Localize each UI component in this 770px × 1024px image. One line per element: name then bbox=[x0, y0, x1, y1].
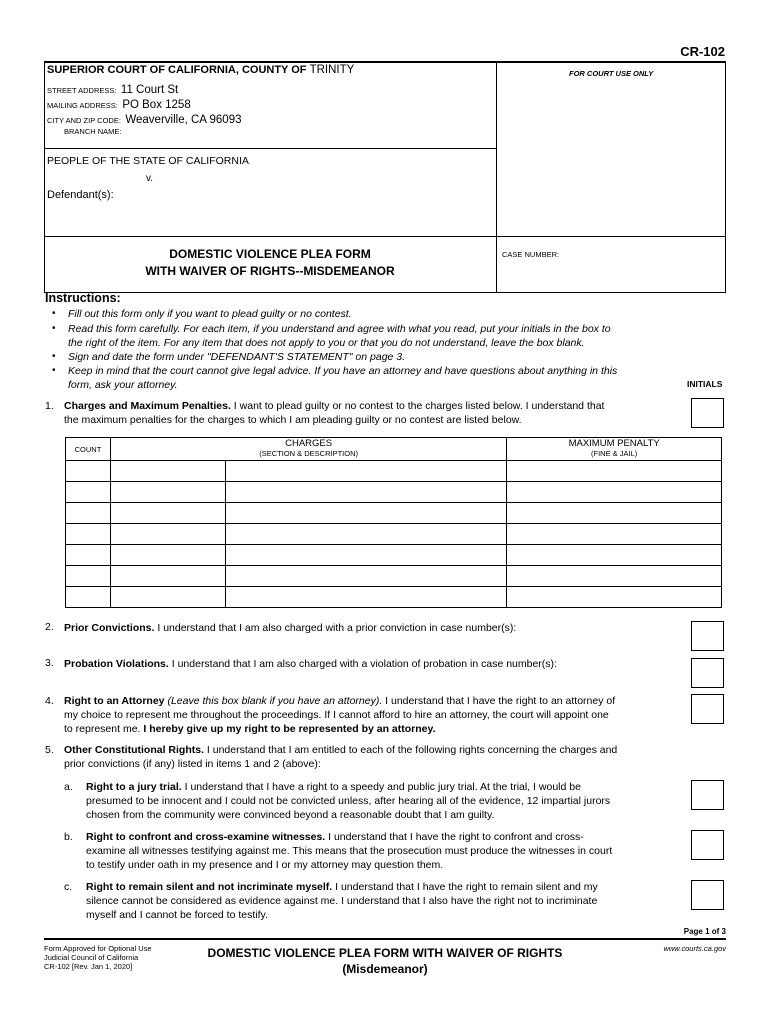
section-cell[interactable] bbox=[110, 587, 225, 608]
item-5c-text: I understand that I have the right to remain silent and my bbox=[332, 881, 598, 893]
street-value[interactable]: 11 Court St bbox=[120, 84, 179, 96]
initials-box-1[interactable] bbox=[691, 398, 724, 428]
item-2-title: Prior Convictions. bbox=[64, 622, 155, 634]
item-4-line3a: to represent me. bbox=[64, 723, 144, 735]
city-line bbox=[47, 110, 242, 128]
description-cell[interactable] bbox=[225, 482, 507, 503]
bullet-icon: • bbox=[52, 365, 56, 376]
item-4-title: Right to an Attorney bbox=[64, 695, 165, 707]
table-row bbox=[66, 482, 722, 503]
penalty-cell[interactable] bbox=[507, 482, 722, 503]
count-cell[interactable] bbox=[66, 482, 111, 503]
penalty-cell[interactable] bbox=[507, 503, 722, 524]
court-use-label: FOR COURT USE ONLY bbox=[569, 69, 654, 78]
penalty-header-label: MAXIMUM PENALTY bbox=[568, 438, 660, 449]
charges-table bbox=[65, 437, 722, 608]
section-cell[interactable] bbox=[110, 524, 225, 545]
footer-council: Judicial Council of California bbox=[44, 953, 139, 962]
court-label: SUPERIOR COURT OF CALIFORNIA, COUNTY OF bbox=[47, 64, 307, 76]
charges-header-sub: (SECTION & DESCRIPTION) bbox=[259, 449, 358, 458]
instruction-2-cont: the right of the item. For any item that does not apply to you or that you do not understand, leave the box blank. bbox=[68, 337, 585, 349]
instruction-4-cont: form, ask your attorney. bbox=[68, 379, 178, 391]
section-cell[interactable] bbox=[110, 566, 225, 587]
count-header-label: COUNT bbox=[74, 445, 102, 454]
item-2-number: 2. bbox=[45, 621, 54, 633]
item-4-line2: my choice to represent me throughout the proceedings. If I cannot afford to hire an attorney, the court will appoint one bbox=[64, 709, 609, 721]
count-header bbox=[66, 438, 111, 461]
footer-left bbox=[44, 944, 152, 971]
description-cell[interactable] bbox=[225, 524, 507, 545]
table-row bbox=[66, 524, 722, 545]
item-5c-letter: c. bbox=[64, 881, 73, 893]
item-5b-letter: b. bbox=[64, 831, 73, 843]
branch-label: BRANCH NAME: bbox=[64, 127, 122, 136]
instruction-4: Keep in mind that the court cannot give legal advice. If you have an attorney and have questions about anything in this bbox=[68, 365, 618, 377]
section-cell[interactable] bbox=[110, 482, 225, 503]
versus-label: v. bbox=[146, 173, 154, 184]
table-row bbox=[66, 587, 722, 608]
caption-rule-1 bbox=[44, 148, 496, 149]
item-3-text: I understand that I am also charged with a violation of probation in case number(s): bbox=[168, 658, 557, 670]
table-row bbox=[66, 461, 722, 482]
item-5c-line3: myself and I cannot be forced to testify. bbox=[86, 909, 268, 921]
street-label: STREET ADDRESS: bbox=[47, 86, 117, 95]
count-cell[interactable] bbox=[66, 566, 111, 587]
case-number-field[interactable] bbox=[570, 248, 720, 262]
footer-title bbox=[150, 945, 620, 977]
bullet-icon: • bbox=[52, 351, 56, 362]
item-5a-line3: chosen from the community were convinced beyond a reasonable doubt that I am guilty. bbox=[86, 809, 495, 821]
initials-box-2[interactable] bbox=[691, 621, 724, 651]
item-5a-line1 bbox=[86, 780, 581, 795]
item-2-line bbox=[64, 621, 516, 636]
item-3-title: Probation Violations. bbox=[64, 658, 169, 670]
initials-label: INITIALS bbox=[687, 379, 723, 389]
initials-box-4[interactable] bbox=[691, 694, 724, 724]
item-3-number: 3. bbox=[45, 657, 54, 669]
penalty-cell[interactable] bbox=[507, 587, 722, 608]
charges-header bbox=[110, 438, 506, 461]
item-3-line bbox=[64, 657, 557, 672]
item-5a-text: I understand that I have a right to a speedy and public jury trial. At the trial, I would be bbox=[181, 781, 581, 793]
item-5a-letter: a. bbox=[64, 781, 73, 793]
item-1-line2: the maximum penalties for the charges to which I am pleading guilty or no contest are listed below. bbox=[64, 414, 522, 426]
mailing-value[interactable]: PO Box 1258 bbox=[122, 99, 191, 111]
penalty-cell[interactable] bbox=[507, 461, 722, 482]
item-5-line1 bbox=[64, 743, 617, 758]
instruction-2: Read this form carefully. For each item, if you understand and agree with what you read, put your initials in the box to bbox=[68, 323, 611, 335]
count-cell[interactable] bbox=[66, 503, 111, 524]
instruction-1: Fill out this form only if you want to plead guilty or no contest. bbox=[68, 308, 352, 320]
initials-box-5c[interactable] bbox=[691, 880, 724, 910]
item-4-line1 bbox=[64, 694, 684, 709]
item-5b-line1 bbox=[86, 830, 584, 845]
table-row bbox=[66, 566, 722, 587]
initials-box-3[interactable] bbox=[691, 658, 724, 688]
description-cell[interactable] bbox=[225, 503, 507, 524]
bullet-icon: • bbox=[52, 308, 56, 319]
count-cell[interactable] bbox=[66, 545, 111, 566]
section-cell[interactable] bbox=[110, 503, 225, 524]
item-5-line2: prior convictions (if any) listed in items 1 and 2 (above): bbox=[64, 758, 321, 770]
item-1-text: I want to plead guilty or no contest to the charges listed below. I understand that bbox=[230, 400, 605, 412]
item-5b-line3: to testify under oath in my presence and I or my attorney may question them. bbox=[86, 859, 444, 871]
item-5c-line1 bbox=[86, 880, 598, 895]
penalty-header bbox=[507, 438, 722, 461]
description-cell[interactable] bbox=[225, 587, 507, 608]
item-2-text: I understand that I am also charged with a prior conviction in case number(s): bbox=[154, 622, 517, 634]
item-4-line3 bbox=[64, 722, 436, 737]
item-4-number: 4. bbox=[45, 695, 54, 707]
caption-rule-2 bbox=[44, 236, 726, 237]
case-number-label: CASE NUMBER: bbox=[502, 250, 560, 259]
penalty-header-sub: (FINE & JAIL) bbox=[591, 449, 638, 458]
item-5-text: I understand that I am entitled to each of the following rights concerning the charges and bbox=[204, 744, 618, 756]
item-4-text: I understand that I have the right to an attorney of bbox=[382, 695, 616, 707]
item-5a-title: Right to a jury trial. bbox=[86, 781, 182, 793]
item-5b-line2: examine all witnesses testifying against me. This means that the prosecution must produce the witnesses in court bbox=[86, 845, 613, 857]
city-label: CITY AND ZIP CODE: bbox=[47, 116, 121, 125]
table-row bbox=[66, 545, 722, 566]
initials-box-5b[interactable] bbox=[691, 830, 724, 860]
footer-rev: CR-102 [Rev. Jan 1, 2020] bbox=[44, 962, 133, 971]
form-id: CR-102 bbox=[680, 44, 725, 59]
page-number: Page 1 of 3 bbox=[683, 927, 726, 936]
item-5-number: 5. bbox=[45, 744, 54, 756]
item-1-line1 bbox=[64, 399, 674, 414]
court-county: TRINITY bbox=[309, 64, 355, 76]
item-5c-line2: silence cannot be considered as evidence against me. I understand that I also have the right not to incriminate bbox=[86, 895, 598, 907]
defendants-label: Defendant(s): bbox=[47, 189, 114, 201]
people-label: PEOPLE OF THE STATE OF CALIFORNIA bbox=[47, 155, 249, 167]
footer-url[interactable]: www.courts.ca.gov bbox=[663, 944, 726, 953]
item-1-title: Charges and Maximum Penalties. bbox=[64, 400, 231, 412]
court-name-line bbox=[47, 64, 354, 76]
description-cell[interactable] bbox=[225, 566, 507, 587]
item-5b-text: I understand that I have the right to confront and cross- bbox=[325, 831, 584, 843]
count-cell[interactable] bbox=[66, 587, 111, 608]
description-cell[interactable] bbox=[225, 461, 507, 482]
penalty-cell[interactable] bbox=[507, 545, 722, 566]
section-cell[interactable] bbox=[110, 545, 225, 566]
footer-approved: Form Approved for Optional Use bbox=[44, 944, 152, 953]
count-cell[interactable] bbox=[66, 461, 111, 482]
item-4-waiver: I hereby give up my right to be represented by an attorney. bbox=[143, 723, 436, 735]
footer-title-line2: (Misdemeanor) bbox=[342, 962, 428, 976]
city-value[interactable]: Weaverville, CA 96093 bbox=[125, 114, 242, 126]
item-5c-title: Right to remain silent and not incriminate myself. bbox=[86, 881, 333, 893]
bullet-icon: • bbox=[52, 323, 56, 334]
penalty-cell[interactable] bbox=[507, 566, 722, 587]
form-title-line1: DOMESTIC VIOLENCE PLEA FORM bbox=[169, 247, 371, 261]
footer-title-line1: DOMESTIC VIOLENCE PLEA FORM WITH WAIVER OF RIGHTS bbox=[207, 946, 563, 960]
item-4-note: (Leave this box blank if you have an attorney). bbox=[164, 695, 383, 707]
caption-divider bbox=[496, 61, 497, 293]
instructions-heading: Instructions: bbox=[45, 291, 121, 305]
item-5-title: Other Constitutional Rights. bbox=[64, 744, 204, 756]
penalty-cell[interactable] bbox=[507, 524, 722, 545]
item-1-number: 1. bbox=[45, 400, 54, 412]
charges-header-label: CHARGES bbox=[285, 438, 333, 449]
footer-rule bbox=[44, 938, 726, 940]
initials-box-5a[interactable] bbox=[691, 780, 724, 810]
instruction-3: Sign and date the form under "DEFENDANT'S STATEMENT" on page 3. bbox=[68, 351, 406, 363]
table-row bbox=[66, 503, 722, 524]
description-cell[interactable] bbox=[225, 545, 507, 566]
count-cell[interactable] bbox=[66, 524, 111, 545]
mailing-label: MAILING ADDRESS: bbox=[47, 101, 118, 110]
charges-table-header bbox=[66, 438, 722, 461]
item-5b-title: Right to confront and cross-examine witnesses. bbox=[86, 831, 326, 843]
section-cell[interactable] bbox=[110, 461, 225, 482]
form-title-line2: WITH WAIVER OF RIGHTS--MISDEMEANOR bbox=[145, 264, 395, 278]
item-5a-line2: presumed to be innocent and I could not be convicted unless, after hearing all of the evidence, 12 impartial jurors bbox=[86, 795, 611, 807]
